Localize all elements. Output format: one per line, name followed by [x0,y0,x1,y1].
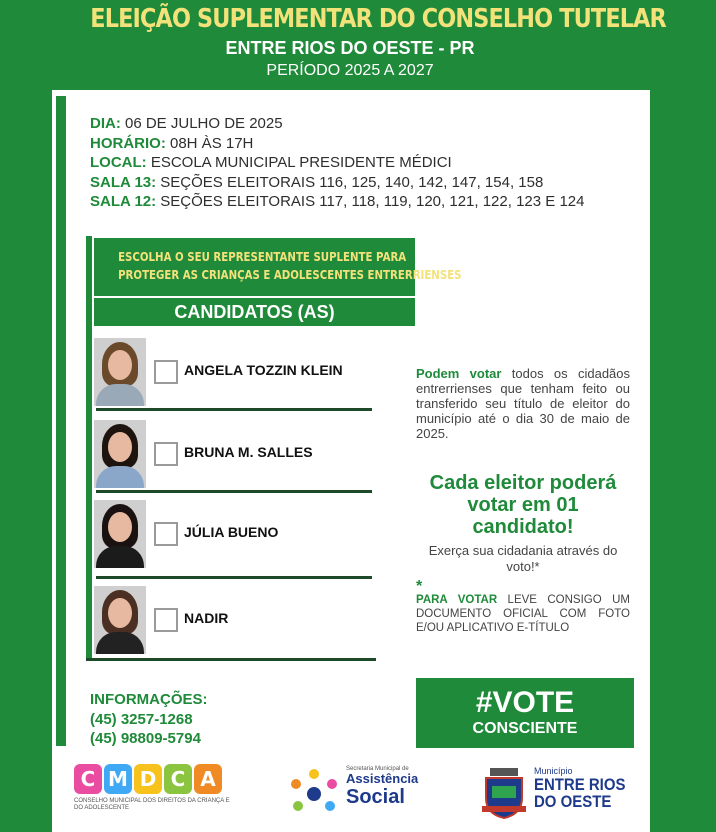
candidates-heading: CANDIDATOS (AS) [94,298,415,326]
header [48,0,666,88]
choose-banner: ESCOLHA O SEU REPRESENTANTE SUPLENTE PARA PROTEGER AS CRIANÇAS E ADOLESCENTES ENTRERRIENSES [94,238,415,296]
info-time: HORÁRIO: 08H ÀS 17H [90,134,254,152]
candidate-row [94,338,374,408]
divider [96,490,372,493]
divider [86,658,376,661]
candidate-name: JÚLIA BUENO [184,524,279,540]
contact-label: INFORMAÇÕES: [90,691,208,708]
document-note: PARA VOTAR LEVE CONSIGO UM DOCUMENTO OFICIAL COM FOTO E/OU APLICATIVO E-TÍTULO [416,594,630,634]
election-info [90,114,584,212]
candidates-accent-bar [86,236,92,658]
contact-phone-1[interactable]: (45) 3257-1268 [90,710,193,728]
candidate-checkbox[interactable] [154,442,178,466]
citizenship-note: Exerça sua cidadania através do voto!* [428,543,618,574]
info-date: DIA: 06 DE JULHO DE 2025 [90,115,283,132]
asterisk: * [416,578,423,595]
municipality-logo: Município ENTRE RIOS DO OESTE [480,760,640,820]
logos-footer [52,752,650,832]
divider [96,576,372,579]
candidate-photo [94,338,146,406]
one-candidate-notice: Cada eleitor poderá votar em 01 candidato! [429,472,617,538]
page-title: ELEIÇÃO SUPLEMENTAR DO CONSELHO TUTELAR [90,4,666,34]
candidate-photo [94,500,146,568]
contact-phone-2[interactable]: (45) 98809-5794 [90,730,201,747]
candidate-row [94,500,374,570]
people-circle-icon [284,764,344,820]
eligibility-text: Podem votar todos os cidadãos entrerrienses que tenham feito ou transferido seu título de eleitor do município até o dia 30 de maio de 2025. [416,366,631,441]
accent-bar [56,96,66,746]
cmdca-logo: C M D C A CONSELHO MUNICIPAL DOS DIREITOS DA CRIANÇA E DO ADOLESCENTE [74,764,234,824]
vote-badge: #VOTE CONSCIENTE [416,678,634,748]
coat-of-arms-icon [480,766,528,820]
candidate-checkbox[interactable] [154,360,178,384]
candidate-checkbox[interactable] [154,522,178,546]
social-assistance-logo: Secretaria Municipal de Assistência Social [284,760,444,820]
candidate-name: ANGELA TOZZIN KLEIN [184,362,343,378]
candidate-name: NADIR [184,610,229,626]
info-location: LOCAL: ESCOLA MUNICIPAL PRESIDENTE MÉDICI [90,154,452,171]
divider [96,408,372,411]
candidate-row [94,586,374,656]
info-room-12: SALA 12: SEÇÕES ELEITORAIS 117, 118, 119, 120, 121, 122, 123 E 124 [90,193,585,210]
candidate-checkbox[interactable] [154,608,178,632]
subtitle: ENTRE RIOS DO OESTE - PR [225,38,475,58]
candidate-name: BRUNA M. SALLES [184,444,313,460]
candidate-row [94,420,374,490]
info-room-13: SALA 13: SEÇÕES ELEITORAIS 116, 125, 140, 142, 147, 154, 158 [90,173,544,191]
contact-info [90,690,208,749]
candidate-photo [94,420,146,488]
period: PERÍODO 2025 A 2027 [266,62,434,79]
candidate-photo [94,586,146,654]
